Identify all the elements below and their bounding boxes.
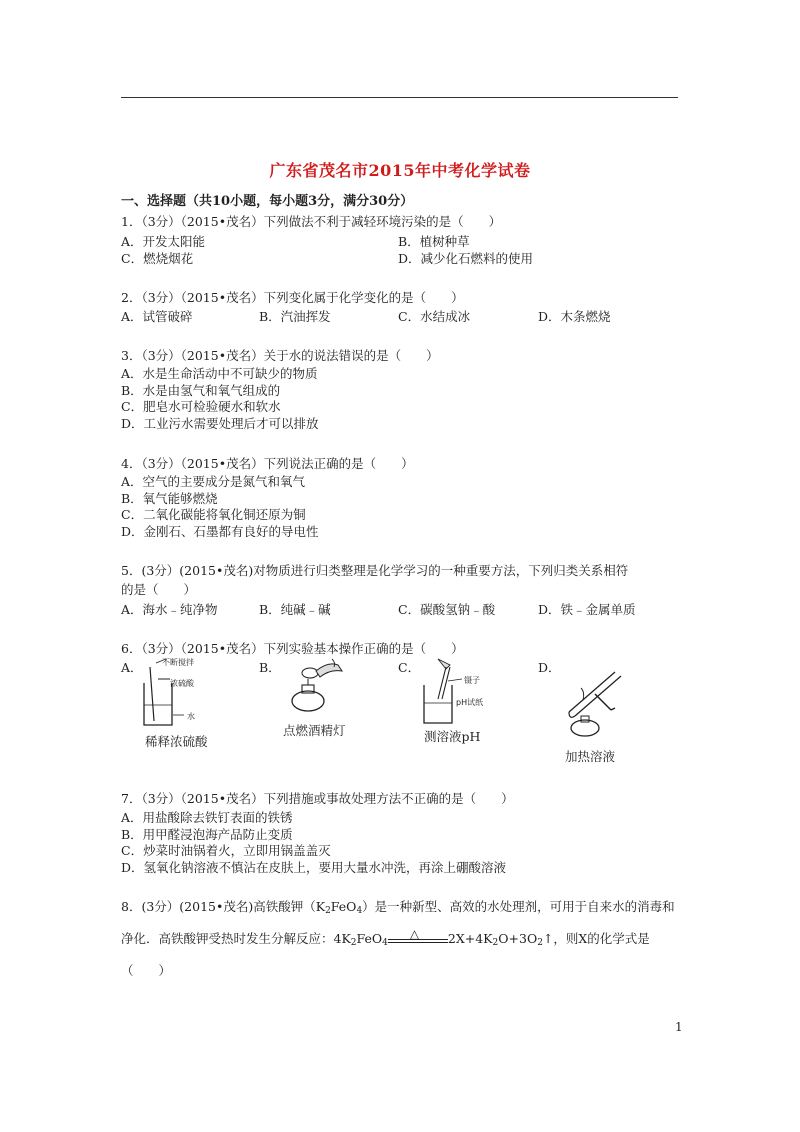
label-conc-acid: 浓硫酸 bbox=[170, 679, 194, 688]
figure-measure-ph bbox=[418, 655, 508, 725]
q1-option-d: D．减少化石燃料的使用 bbox=[398, 251, 534, 266]
q6-option-d: D． bbox=[538, 660, 561, 675]
q1-option-c: C．燃烧烟花 bbox=[121, 251, 194, 266]
figure-alcohol-lamp bbox=[280, 655, 350, 720]
q5-option-d: D．铁﹣金属单质 bbox=[538, 602, 636, 617]
q5-option-a: A．海水﹣纯净物 bbox=[121, 602, 218, 617]
q7-option-a: A．用盐酸除去铁钉表面的铁锈 bbox=[121, 810, 293, 825]
caption-measure-ph: 测溶液pH bbox=[424, 729, 481, 744]
figure-heat-liquid bbox=[555, 662, 635, 740]
label-tweezers: 镊子 bbox=[464, 676, 480, 685]
q2-option-c: C．水结成冰 bbox=[398, 309, 471, 324]
q3-option-a: A．水是生命活动中不可缺少的物质 bbox=[121, 366, 318, 381]
page-number: 1 bbox=[675, 1020, 683, 1034]
q6-option-a: A． bbox=[121, 660, 143, 675]
q7-stem: 7．（3分）（2015•茂名）下列措施或事故处理方法不正确的是（ ） bbox=[121, 791, 514, 806]
section-heading: 一、选择题（共10小题，每小题3分，满分30分） bbox=[121, 194, 414, 209]
q8-stem: 8．(3分）(2015•茂名)高铁酸钾$(K_2FeO_4)$是一种新型、高效的水处理剂，可用于自来水的消毒和净化．高铁酸钾受热时发生分解反应：$4K_2FeO_4$ △ $2X+4K_2O+3O_2↑$，则X的化学式是（ ） bbox=[121, 899, 675, 978]
label-stirring: 不断搅拌 bbox=[162, 658, 194, 667]
q2-option-b: B．汽油挥发 bbox=[259, 309, 331, 324]
q4-option-a: A．空气的主要成分是氮气和氧气 bbox=[121, 474, 306, 489]
q5-option-b: B．纯碱﹣碱 bbox=[259, 602, 331, 617]
q5-option-c: C．碳酸氢钠﹣酸 bbox=[398, 602, 496, 617]
figure-dilute-acid bbox=[140, 655, 230, 730]
q1-option-b: B．植树种草 bbox=[398, 234, 470, 249]
q7-option-b: B．用甲醛浸泡海产品防止变质 bbox=[121, 827, 293, 842]
header-rule bbox=[121, 97, 678, 98]
label-water: 水 bbox=[187, 712, 195, 721]
q3-option-c: C．肥皂水可检验硬水和软水 bbox=[121, 399, 281, 414]
reaction-arrow bbox=[388, 926, 448, 947]
page-title: 广东省茂名市2015年中考化学试卷 bbox=[269, 161, 531, 180]
q1-option-a: A．开发太阳能 bbox=[121, 234, 206, 249]
q7-option-d: D．氢氧化钠溶液不慎沾在皮肤上，要用大量水冲洗，再涂上硼酸溶液 bbox=[121, 860, 507, 875]
q4-stem: 4．（3分）（2015•茂名）下列说法正确的是（ ） bbox=[121, 456, 414, 471]
q2-option-d: D．木条燃烧 bbox=[538, 309, 611, 324]
caption-heat-liquid: 加热溶液 bbox=[565, 749, 616, 764]
caption-alcohol-lamp: 点燃酒精灯 bbox=[283, 723, 346, 738]
q4-option-b: B．氧气能够燃烧 bbox=[121, 491, 218, 506]
q5-stem-line1: 5．(3分）(2015•茂名)对物质进行归类整理是化学学习的一种重要方法，下列归类关系相符 bbox=[121, 563, 629, 578]
q3-option-b: B．水是由氢气和氧气组成的 bbox=[121, 383, 281, 398]
q6-option-b: B． bbox=[259, 660, 281, 675]
q2-option-a: A．试管破碎 bbox=[121, 309, 193, 324]
q1-stem: 1．（3分）（2015•茂名）下列做法不利于减轻环境污染的是（ ） bbox=[121, 214, 502, 229]
q2-stem: 2．（3分）（2015•茂名）下列变化属于化学变化的是（ ） bbox=[121, 290, 464, 305]
heat-symbol: △ bbox=[409, 926, 420, 941]
q4-option-c: C．二氧化碳能将氧化铜还原为铜 bbox=[121, 507, 306, 522]
label-ph-paper: pH试纸 bbox=[456, 698, 484, 707]
q6-option-c: C． bbox=[398, 660, 421, 675]
q7-option-c: C．炒菜时油锅着火，立即用锅盖盖灭 bbox=[121, 843, 331, 858]
caption-dilute-acid: 稀释浓硫酸 bbox=[145, 734, 208, 749]
q4-option-d: D．金刚石、石墨都有良好的导电性 bbox=[121, 524, 319, 539]
q6-stem: 6．（3分）（2015•茂名）下列实验基本操作正确的是（ ） bbox=[121, 641, 464, 656]
q3-option-d: D．工业污水需要处理后才可以排放 bbox=[121, 416, 319, 431]
q5-stem-line2: 的是（ ） bbox=[121, 582, 197, 597]
q3-stem: 3．（3分）（2015•茂名）关于水的说法错误的是（ ） bbox=[121, 348, 439, 363]
